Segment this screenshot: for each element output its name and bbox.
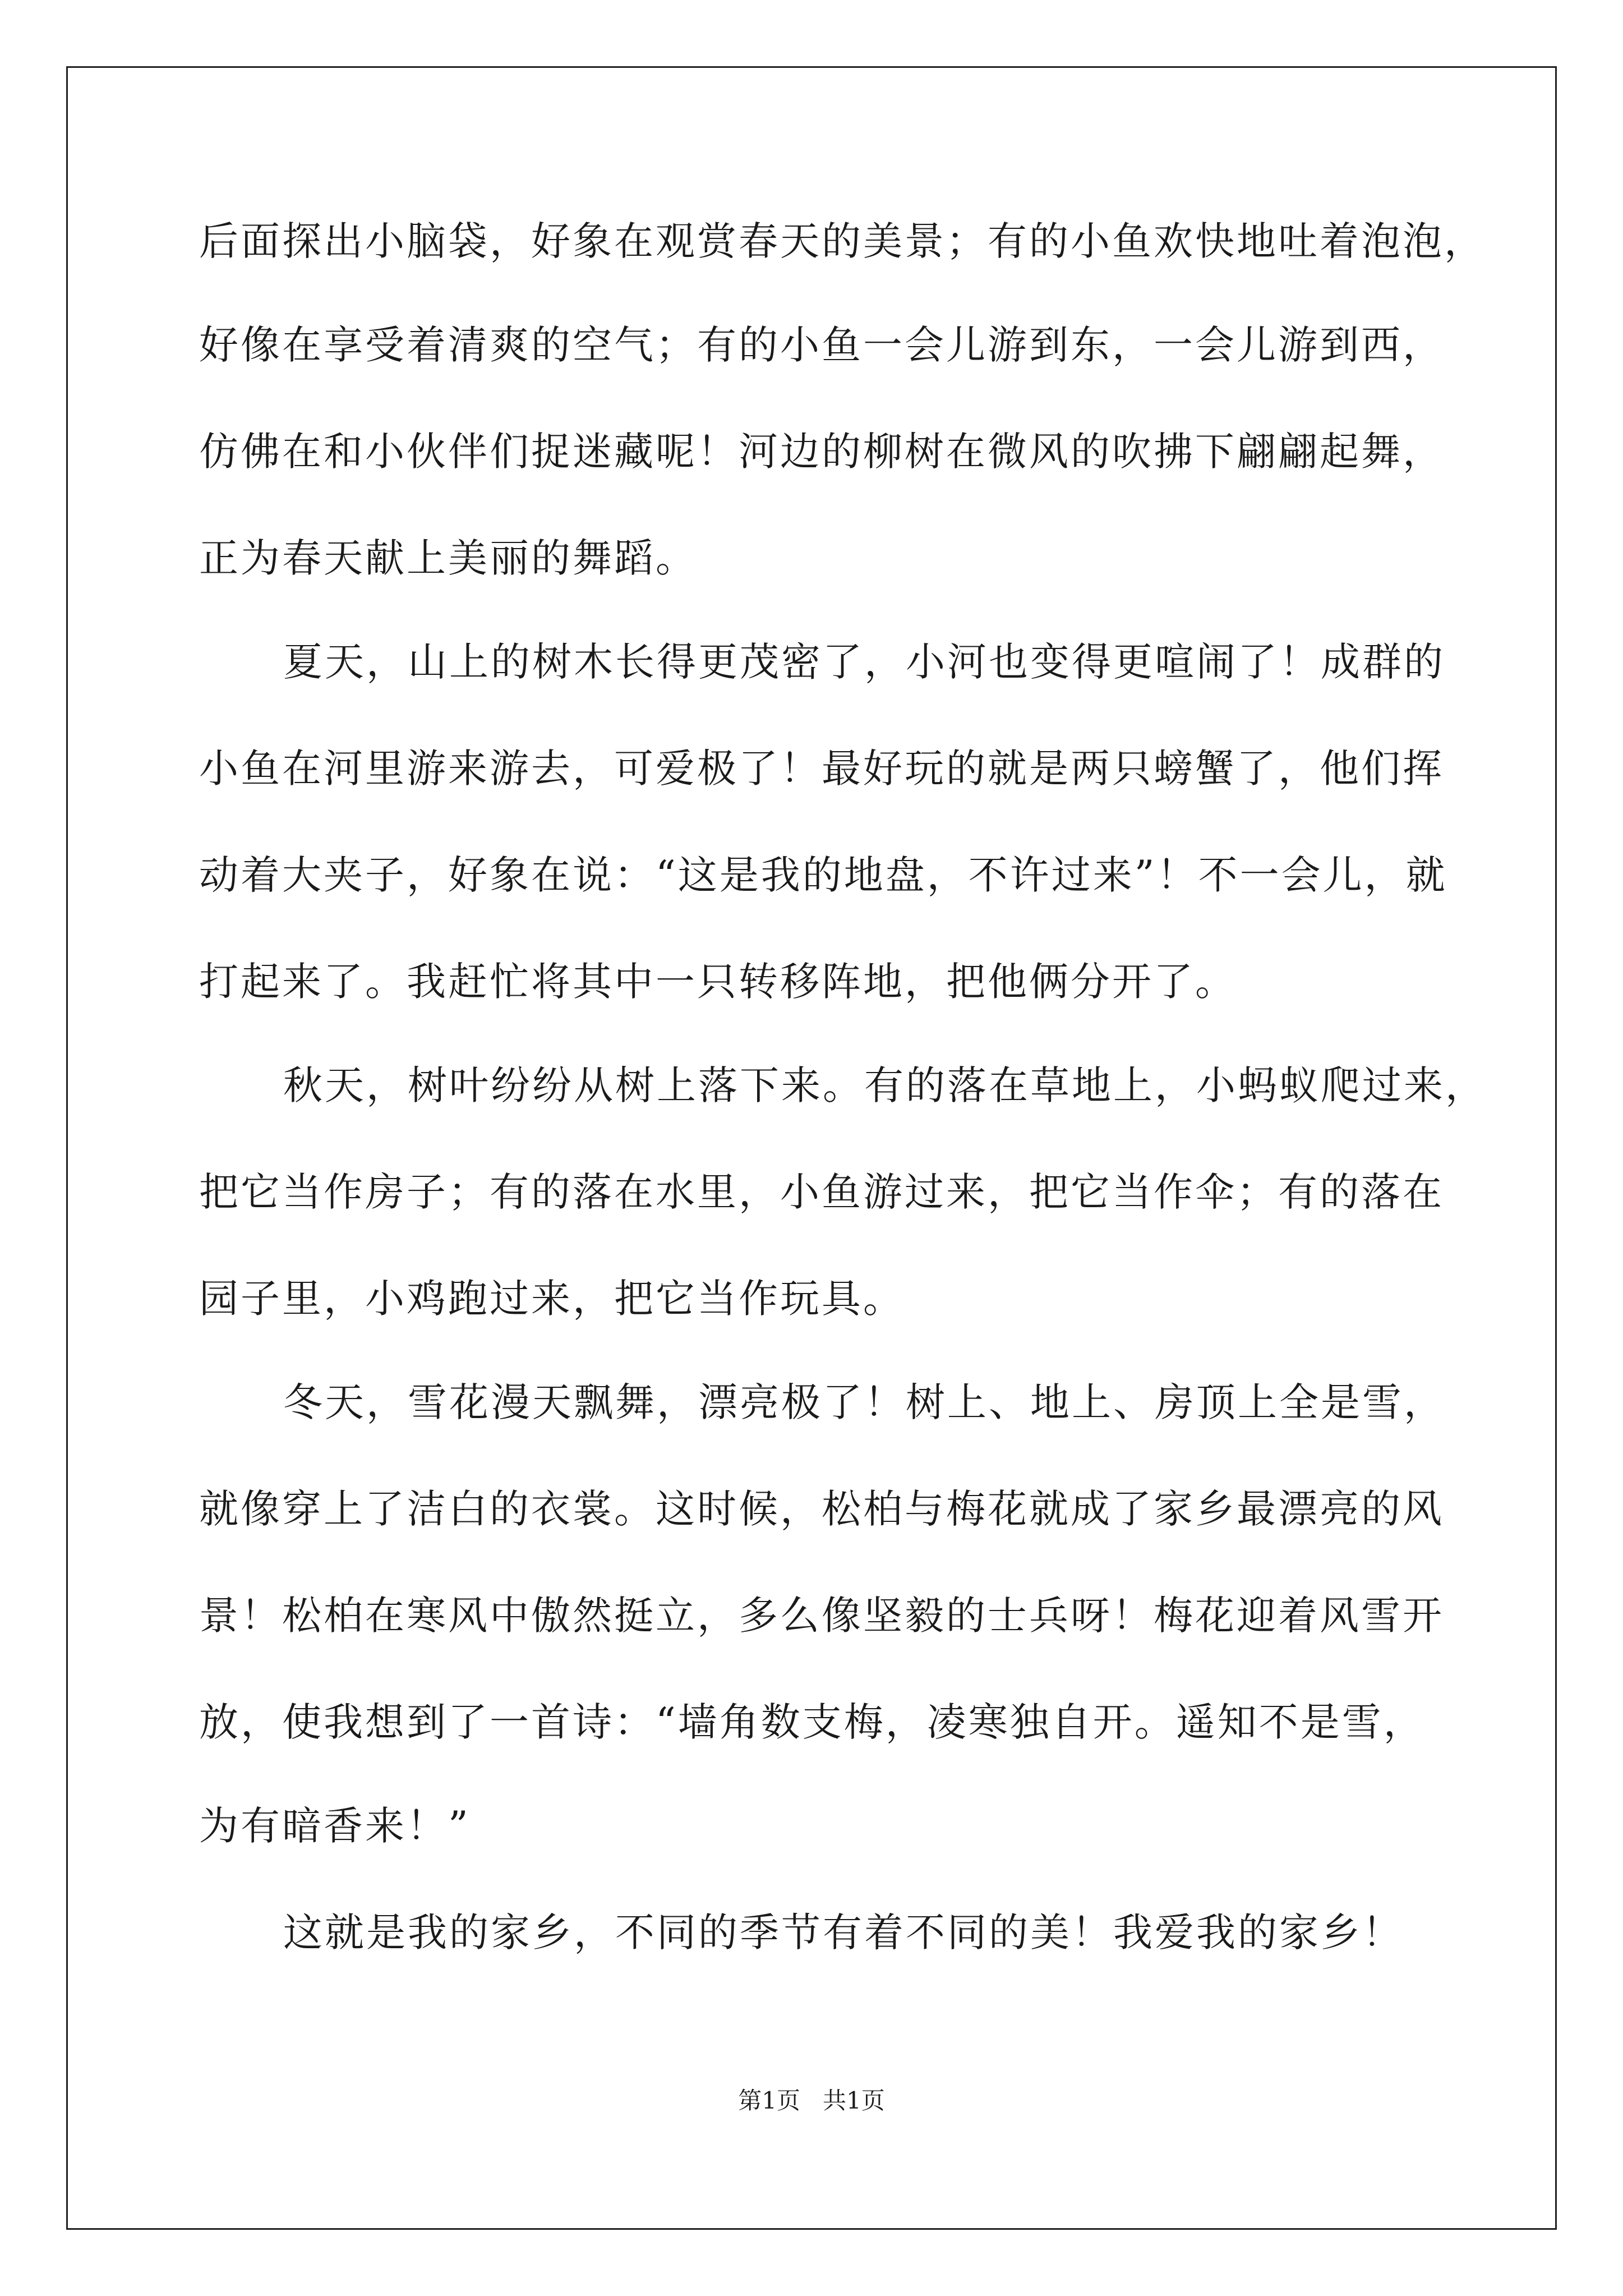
paragraph-start-winter: 冬天，雪花漫天飘舞，漂亮极了！树上、地上、房顶上全是雪， bbox=[283, 1379, 1445, 1425]
text-line: 动着大夹子，好象在说：“这是我的地盘，不许过来”！不一会儿，就 bbox=[199, 852, 1447, 898]
paragraph-conclusion: 这就是我的家乡，不同的季节有着不同的美！我爱我的家乡！ bbox=[283, 1910, 1404, 1955]
text-line: 把它当作房子；有的落在水里，小鱼游过来，把它当作伞；有的落在 bbox=[199, 1169, 1444, 1215]
text-line: 放，使我想到了一首诗：“墙角数支梅，凌寒独自开。遥知不是雪， bbox=[199, 1699, 1425, 1745]
text-line: 小鱼在河里游来游去，可爱极了！最好玩的就是两只螃蟹了，他们挥 bbox=[199, 746, 1444, 792]
text-line: 就像穿上了洁白的衣裳。这时候，松柏与梅花就成了家乡最漂亮的风 bbox=[199, 1486, 1444, 1532]
text-line: 仿佛在和小伙伴们捉迷藏呢！河边的柳树在微风的吹拂下翩翩起舞， bbox=[199, 429, 1444, 475]
text-line: 好像在享受着清爽的空气；有的小鱼一会儿游到东，一会儿游到西， bbox=[199, 322, 1444, 368]
text-line: 正为春天献上美丽的舞蹈。 bbox=[199, 535, 697, 581]
paragraph-start-autumn: 秋天，树叶纷纷从树上落下来。有的落在草地上，小蚂蚁爬过来， bbox=[283, 1062, 1487, 1108]
text-line: 后面探出小脑袋，好象在观赏春天的美景；有的小鱼欢快地吐着泡泡， bbox=[199, 218, 1486, 264]
page-footer: 第1页 共1页 bbox=[738, 2087, 885, 2114]
text-line: 景！松柏在寒风中傲然挺立，多么像坚毅的士兵呀！梅花迎着风雪开 bbox=[199, 1593, 1444, 1639]
text-line: 打起来了。我赶忙将其中一只转移阵地，把他俩分开了。 bbox=[199, 959, 1237, 1005]
paragraph-start-summer: 夏天，山上的树木长得更茂密了，小河也变得更喧闹了！成群的 bbox=[283, 639, 1445, 685]
text-line: 为有暗香来！” bbox=[199, 1803, 471, 1849]
text-line: 园子里，小鸡跑过来，把它当作玩具。 bbox=[199, 1276, 905, 1322]
